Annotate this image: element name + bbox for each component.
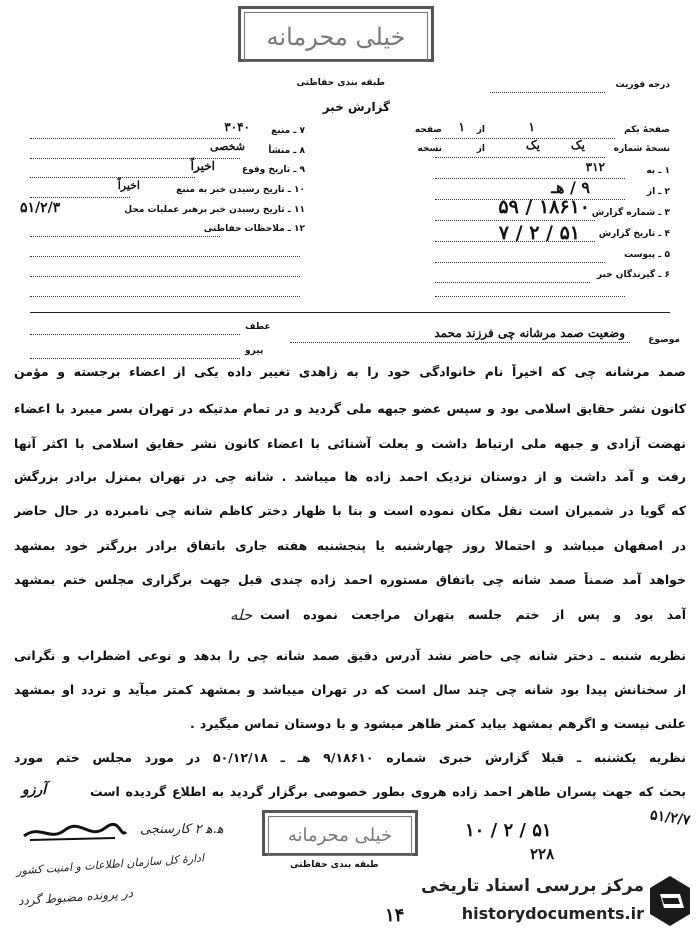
body-line: کانون نشر حقایق اسلامی بود و سپس عضو جبهه ملی گردید و در تمام مدتیکه در تهران بسر میبرد با اعضاء <box>14 401 686 416</box>
header-divider <box>30 312 670 313</box>
dotline-15 <box>30 256 300 257</box>
origin-label: ۸ ـ منشأ <box>268 146 305 156</box>
report-number-value: ۱۸۶۱۰ / ۵۹ <box>498 196 590 218</box>
leader-receipt-date-value: ۵۱/۲/۳ <box>20 200 61 216</box>
body-line: که گویا در شمیران است نقل مکان نموده است و بنا با ظهار دختر کاظم شانه چی نامبرده در حال حاضر <box>14 503 686 518</box>
dotline-7 <box>435 262 605 263</box>
top-classification-stamp <box>238 6 434 62</box>
body-line: نهضت آزادی و جبهه ملی ارتباط داشت و بعلت آشنائی با اعضاء کانون نشر حقایق اسلامی با اکثر آنها <box>14 436 686 451</box>
body-line: نظریه شنبه ـ دختر شانه چی حاضر نشد آدرس دقیق صمد شانه چی را بدهد و نوعی اضطراب و نگرانی <box>14 648 686 663</box>
footer-date-stamp: ۵۱ / ۲ / ۱۰ <box>465 820 552 841</box>
footer-num-note: ۲۲۸ <box>530 845 555 863</box>
bottom-classification-stamp <box>262 810 418 856</box>
source-label: ۷ ـ منبع <box>271 126 305 136</box>
to-label: ۱ ـ به <box>646 166 670 176</box>
footer-classification-label: طبقه بندی حفاظتی <box>290 860 379 870</box>
copy-of: از <box>476 144 485 154</box>
page-end: صفحه <box>414 125 442 135</box>
source-receipt-date-value: اخیراً <box>117 179 140 192</box>
page-total: ۱ <box>458 120 465 134</box>
copy-value: یک <box>570 138 585 152</box>
subject-dotline <box>290 342 630 343</box>
atf-dotline <box>30 334 240 335</box>
occurrence-date-label: ۹ ـ تاریخ وقوع <box>241 165 305 175</box>
watermark-logo <box>421 870 692 934</box>
footer-note-1: ه‍.ه‍ ۲ کارسنجی <box>140 822 224 837</box>
body-line: صمد مرشانه چی که اخیراً نام خانوادگی خود را به زاهدی تغییر داده یکی از اعضاء برجسته و مؤمن <box>14 364 686 379</box>
from-label: ۲ ـ از <box>646 187 670 197</box>
body-line: خواهد آمد ضمناً صمد شانه چی باتفاق مستوره احمد زاده چندی قبل جهت برگزاری مجلس ختم بمشهد <box>14 572 686 587</box>
to-value: ۳۱۲ <box>585 160 605 174</box>
dotline-6 <box>435 241 595 242</box>
report-number-label: ۳ ـ شماره گزارش <box>591 208 670 218</box>
body-line: رفت و آمد داشت و از دوستان نزدیک احمد زاده ها میباشد . شانه چی در تهران بمنزل برادر بزرگش <box>14 469 686 484</box>
dotline-17 <box>30 296 300 297</box>
dotline-13 <box>30 197 130 198</box>
footer-note-2: ادارهٔ کل سازمان اطلاعات و امنیت کشور <box>15 851 205 878</box>
dotline-12 <box>30 177 195 178</box>
peyro-dotline <box>30 358 240 359</box>
priority-dotline <box>490 92 605 93</box>
top-stamp-text: خیلی محرمانه <box>244 12 428 62</box>
attachment-label: ۵ ـ پیوست <box>624 250 670 260</box>
copy-end: نسخه <box>417 144 442 154</box>
dotline-5 <box>435 220 595 221</box>
copy-total: یک <box>525 138 540 152</box>
dotline-8 <box>435 282 590 283</box>
dotline-2 <box>435 157 605 158</box>
dotline-9 <box>435 296 625 297</box>
watermark-site: historydocuments.ir <box>461 904 644 923</box>
atf-label: عطف <box>245 322 271 332</box>
signature-scribble <box>20 822 130 844</box>
priority-label: درجه فوریت <box>615 80 670 90</box>
page-label: صفحهٔ یکم <box>624 125 670 135</box>
dotline-3 <box>435 178 625 179</box>
body-signature: حله <box>230 606 253 624</box>
leader-receipt-date-label: ۱۱ ـ تاریخ رسیدن خبر برهبر عملیات محل <box>124 205 305 215</box>
subject-value: وضعیت صمد مرشانه چی فرزند محمد <box>434 326 625 340</box>
bottom-stamp-text: خیلی محرمانه <box>268 816 412 856</box>
report-date-value: ۵۱ / ۲ / ۷ <box>498 222 580 244</box>
dotline-16 <box>30 276 300 277</box>
copy-label: نسخهٔ شماره <box>613 144 670 154</box>
report-title: گزارش خبر <box>322 100 390 114</box>
origin-value: شخصی <box>209 140 245 153</box>
body-line: علنی نیست و اگرهم بمشهد بیاید کمتر ظاهر میشود و با دوستان تماس میگیرد . <box>190 716 686 731</box>
margin-note: آرزو <box>22 782 47 798</box>
corner-date: ۵۱/۲/۷ <box>648 807 691 829</box>
watermark-name: مرکز بررسی اسناد تاریخی <box>421 876 644 896</box>
page-value: ۱ <box>528 120 535 134</box>
report-date-label: ۴ ـ تاریخ گزارش <box>598 229 670 239</box>
body-line: در اصفهان میباشد و احتمالا روز چهارشنبه یا پنجشنبه هفته جاری باتفاق برادر بزرگتر خود بمشهد <box>14 538 686 553</box>
footer-note-3: در پرونده مضبوط گردد <box>17 886 134 908</box>
footer-page-no: ۱۴ <box>385 905 405 926</box>
dotline-14 <box>30 236 220 237</box>
occurrence-date-value: اخیراً <box>190 159 215 173</box>
page-of: از <box>476 125 485 135</box>
body-line: بحث که جهت پسران طاهر احمد زاده هروی بطور خصوصی برگزار گردید به اطلاع گردیده است <box>90 784 686 799</box>
body-line: از سخنانش پیدا بود شانه چی چند سال است که در تهران میباشد و بمشهد کمتر میآید و تردد او بمشهد <box>14 682 686 697</box>
source-receipt-date-label: ۱۰ ـ تاریخ رسیدن خبر به منبع <box>176 185 305 195</box>
classification-label: طبقه بندی حفاظتی <box>296 78 385 88</box>
source-value: ۳۰۴۰ <box>224 120 250 134</box>
security-notes-label: ۱۲ ـ ملاحظات حفاظتی <box>203 224 305 234</box>
dotline-10 <box>30 138 240 139</box>
archive-emblem-icon <box>648 874 692 928</box>
subject-label: موضوع <box>648 335 680 345</box>
body-line: نظریه یکشنبه ـ قبلا گزارش خبری شماره ۹/۱۸۶۱۰ هـ ـ ۵۰/۱۲/۱۸ در مورد مجلس ختم مورد <box>14 750 686 765</box>
from-value: ۹ / هـ <box>551 178 590 197</box>
peyro-label: پیرو <box>245 346 264 356</box>
body-line: آمد بود و پس از ختم جلسه بتهران مراجعت نموده است <box>260 607 686 622</box>
recipients-label: ۶ ـ گیرندگان خبر <box>596 270 670 280</box>
